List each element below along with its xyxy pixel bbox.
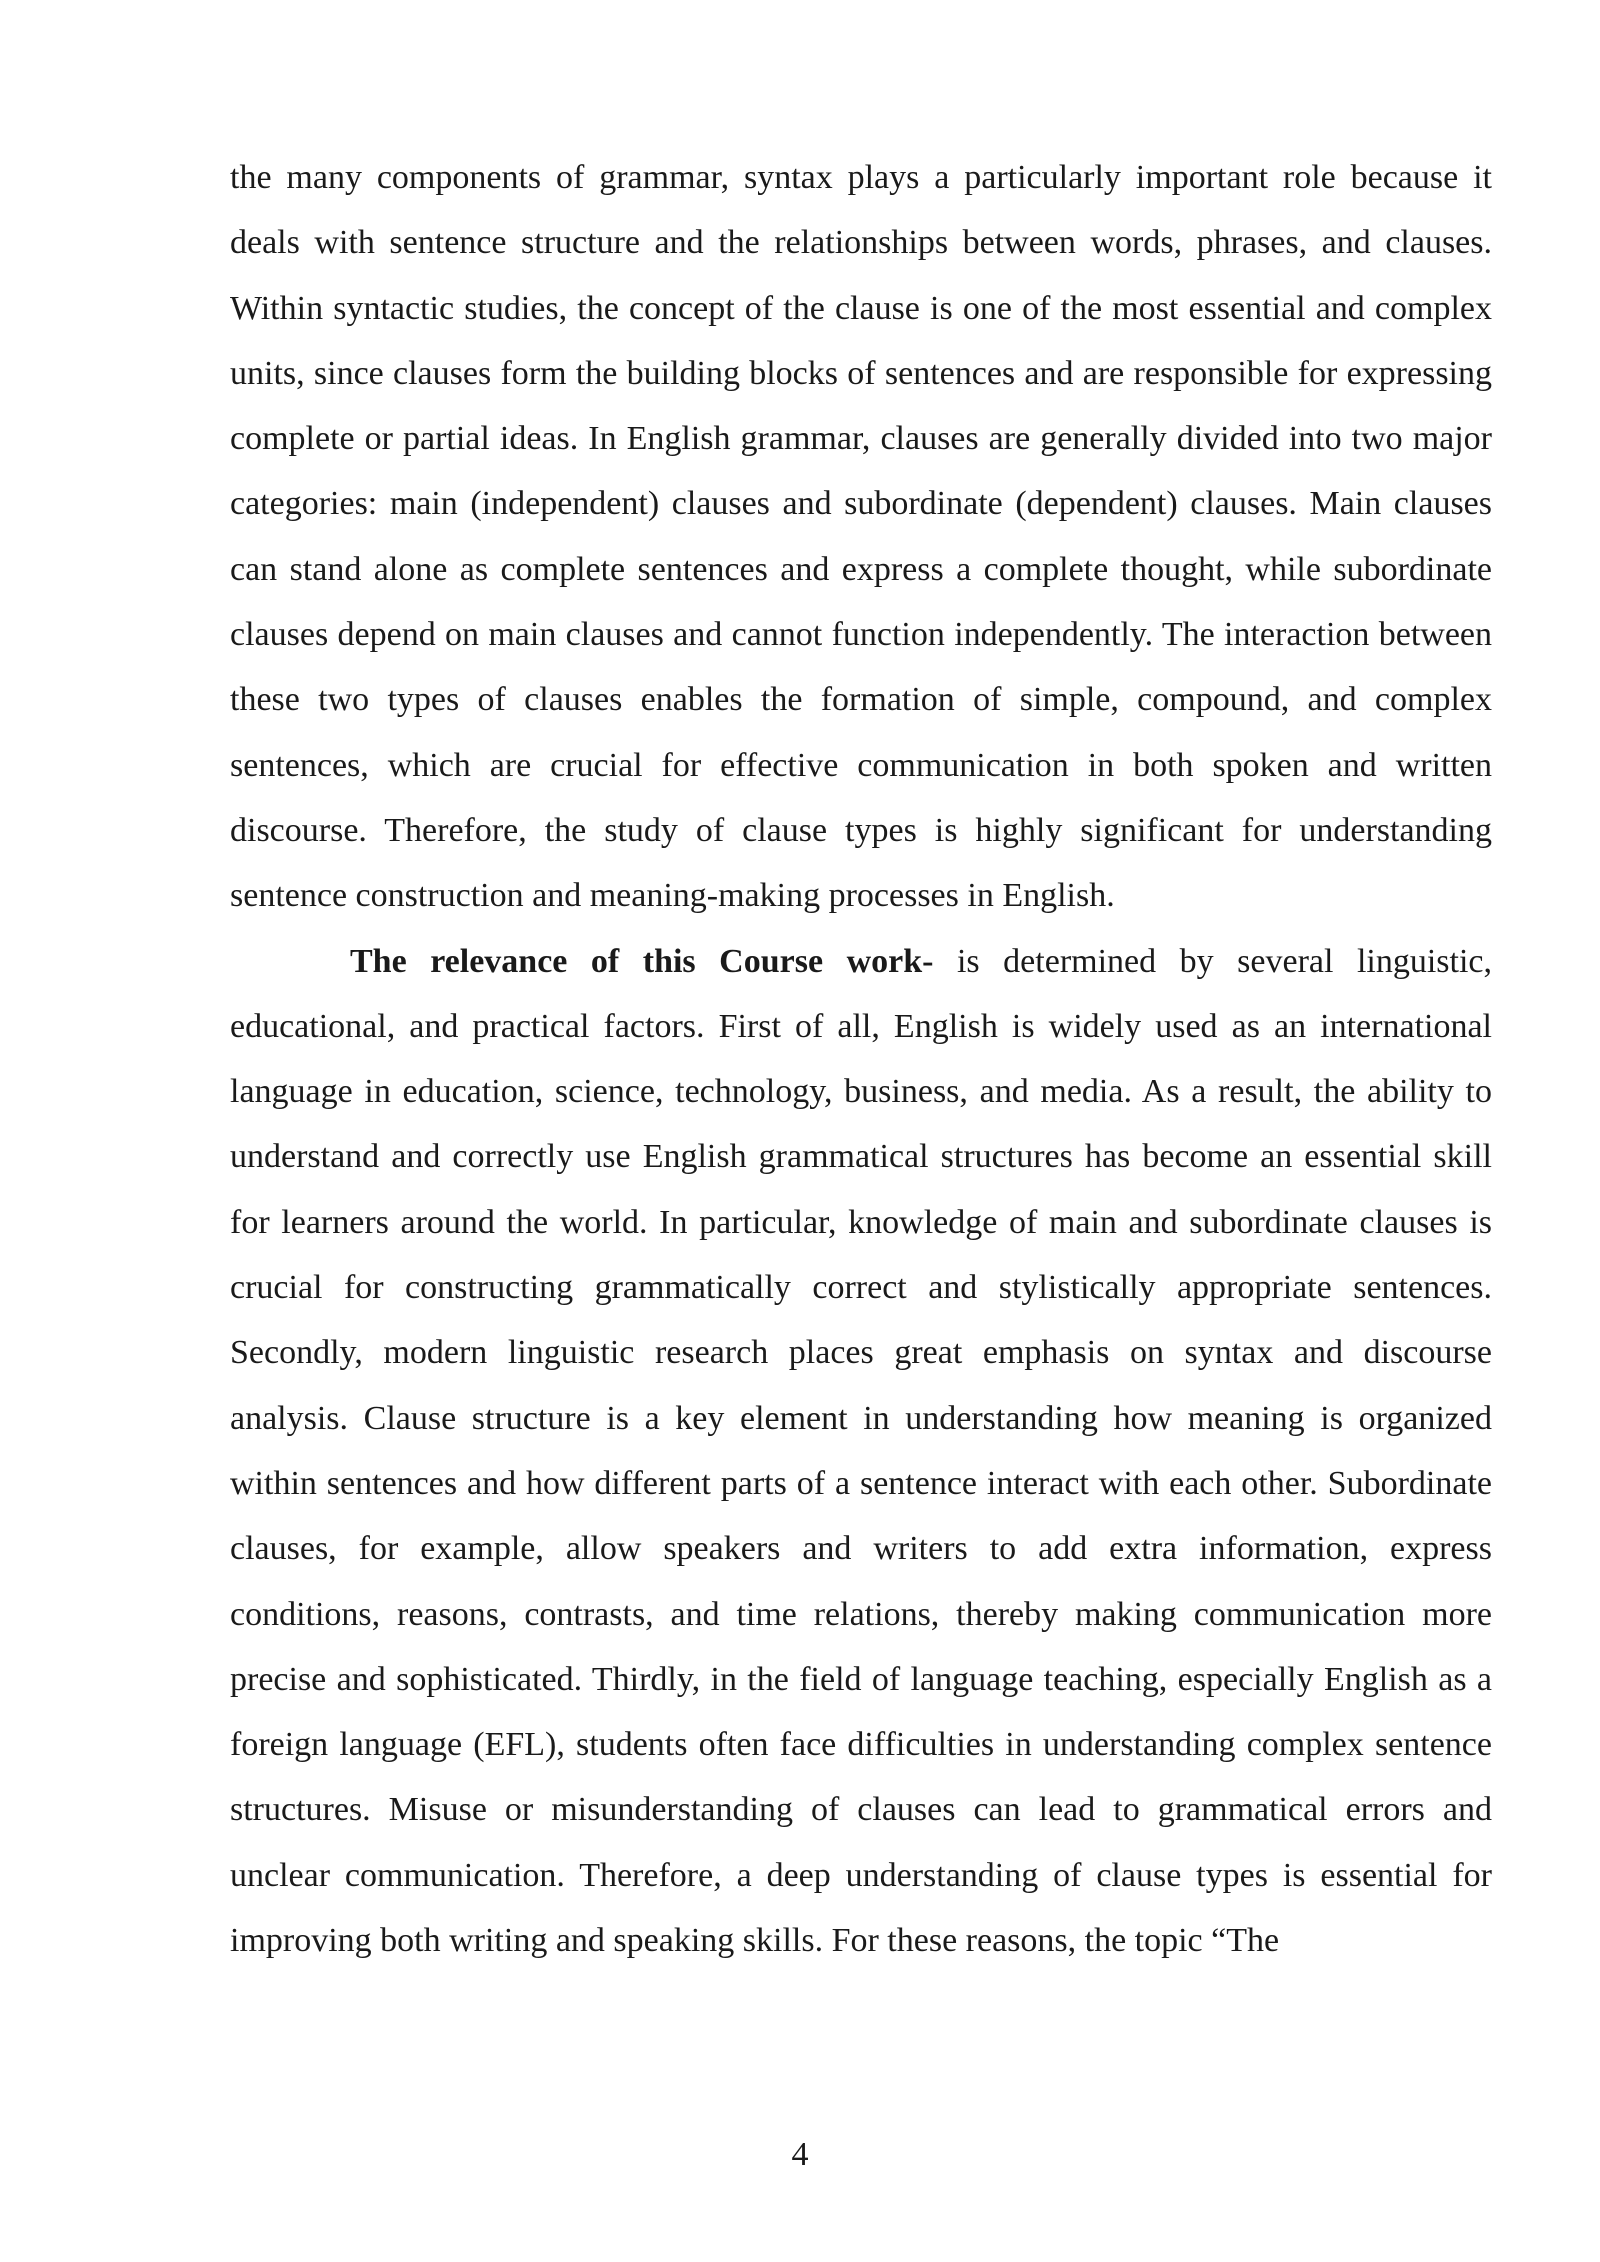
relevance-heading: The relevance of this Course work- (350, 942, 934, 980)
relevance-body: is determined by several linguistic, educational, and practical factors. First of all, English is widely used as an international language in education, science, technology, business, and media. As a result, the ability to understand and correctly use English grammatical structures has become an essential skill for learners around the world. In particular, knowledge of main and subordinate clauses is crucial for constructing grammatically correct and stylistically appropriate sentences. Secondly, modern linguistic research places great emphasis on syntax and discourse analysis. Clause structure is a key element in understanding how meaning is organized within sentences and how different parts of a sentence interact with each other. Subordinate clauses, for example, allow speakers and writers to add extra information, express conditions, reasons, contrasts, and time relations, thereby making communication more precise and sophisticated. Thirdly, in the field of language teaching, especially English as a foreign language (EFL), students often face difficulties in understanding complex sentence structures. Misuse or misunderstanding of clauses can lead to grammatical errors and unclear communication. Therefore, a deep understanding of clause types is essential for improving both writing and speaking skills. For these reasons, the topic “The (230, 942, 1493, 1960)
paragraph-relevance (230, 929, 1492, 1974)
paragraph-intro-continuation: the many components of grammar, syntax plays a particularly important role because it deals with sentence structure and the relationships between words, phrases, and clauses. Within syntactic studies, the concept of the clause is one of the most essential and complex units, since clauses form the building blocks of sentences and are responsible for expressing complete or partial ideas. In English grammar, clauses are generally divided into two major categories: main (independent) clauses and subordinate (dependent) clauses. Main clauses can stand alone as complete sentences and express a complete thought, while subordinate clauses depend on main clauses and cannot function independently. The interaction between these two types of clauses enables the formation of simple, compound, and complex sentences, which are crucial for effective communication in both spoken and written discourse. Therefore, the study of clause types is highly significant for understanding sentence construction and meaning-making processes in English. (230, 159, 1492, 915)
page-number: 4 (791, 2136, 809, 2173)
body-text (230, 145, 1492, 1973)
